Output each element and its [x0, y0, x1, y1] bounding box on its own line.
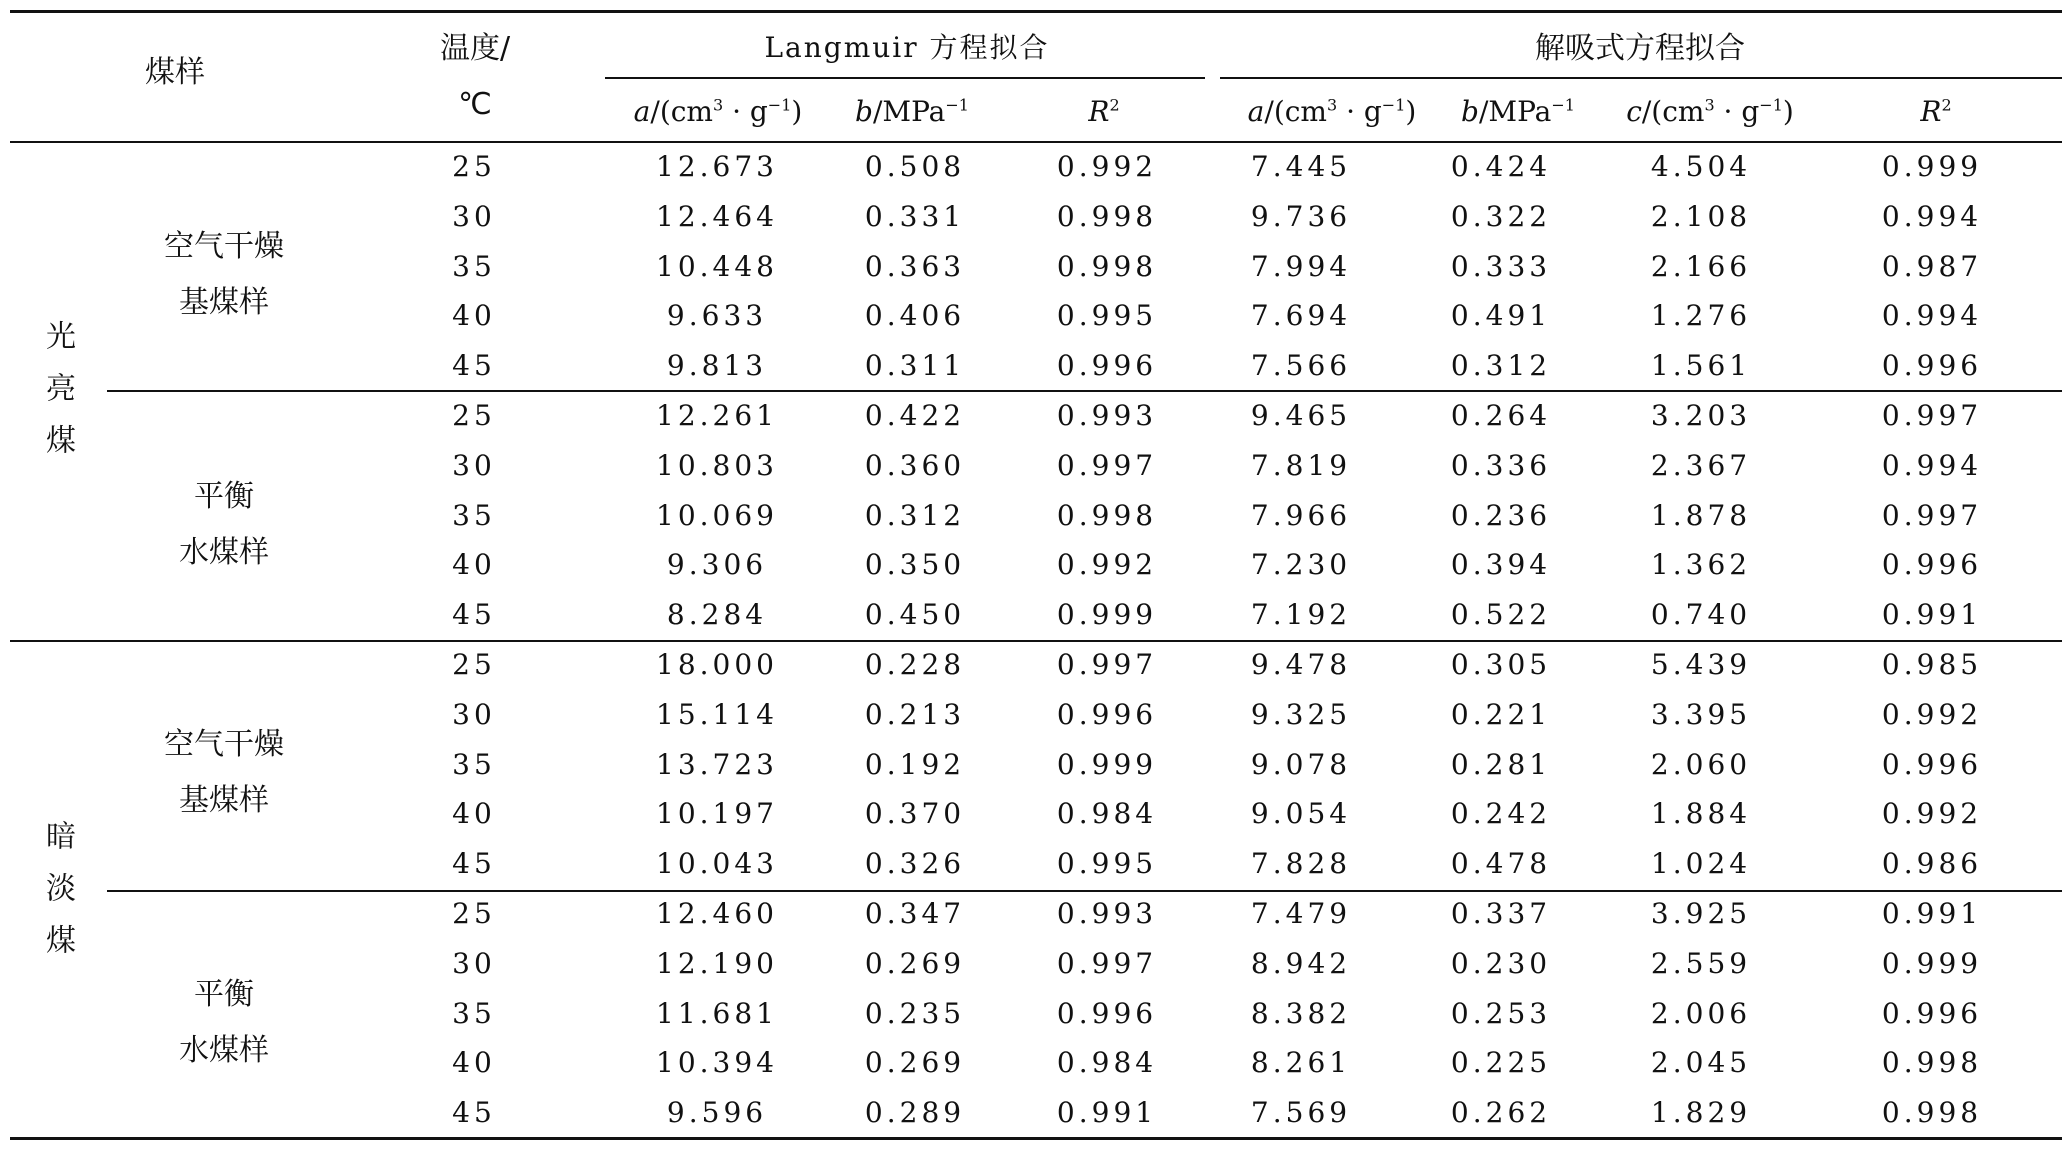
langmuir-r2-cell: 0.998	[1056, 199, 1158, 233]
temperature-cell: 40	[452, 797, 496, 831]
temperature-cell: 45	[452, 349, 496, 383]
desorption-a-cell: 7.192	[1250, 598, 1352, 632]
langmuir-r2-cell: 0.993	[1056, 399, 1158, 432]
desorption-c-cell: 1.276	[1650, 299, 1752, 333]
langmuir-r2-cell: 0.999	[1056, 747, 1158, 781]
desorption-r2-cell: 0.986	[1881, 847, 1983, 881]
temperature-cell: 40	[452, 548, 496, 582]
langmuir-a-cell: 10.394	[656, 1046, 778, 1080]
temperature-cell: 35	[452, 996, 496, 1030]
langmuir-a-cell: 10.448	[656, 249, 778, 283]
desorption-a-cell: 8.942	[1250, 946, 1352, 980]
langmuir-r2-cell: 0.993	[1056, 897, 1158, 930]
temperature-cell: 45	[452, 1096, 496, 1130]
temperature-cell: 45	[452, 598, 496, 632]
desorption-r2-cell: 0.997	[1881, 498, 1983, 532]
langmuir-b-cell: 0.311	[864, 349, 966, 383]
langmuir-b-cell: 0.406	[864, 299, 966, 333]
desorption-c-cell: 2.045	[1650, 1046, 1752, 1080]
desorption-a-cell: 7.819	[1250, 448, 1352, 482]
desorption-c-cell: 2.006	[1650, 996, 1752, 1030]
desorption-a-cell: 9.078	[1250, 747, 1352, 781]
desorption-r2-cell: 0.987	[1881, 249, 1983, 283]
langmuir-r2-cell: 0.984	[1056, 797, 1158, 831]
data-table	[10, 10, 2062, 1140]
desorption-c-cell: 1.878	[1650, 498, 1752, 532]
langmuir-r2-cell: 0.997	[1056, 648, 1158, 681]
langmuir-r2-cell: 0.997	[1056, 448, 1158, 482]
desorption-r2-cell: 0.996	[1881, 548, 1983, 582]
subgroup-rule	[107, 390, 2062, 392]
temperature-cell: 40	[452, 1046, 496, 1080]
langmuir-b-cell: 0.347	[864, 897, 966, 930]
langmuir-b-cell: 0.312	[864, 498, 966, 532]
desorption-r2-cell: 0.996	[1881, 349, 1983, 383]
desorption-r2-cell: 0.994	[1881, 448, 1983, 482]
langmuir-r2-cell: 0.995	[1056, 299, 1158, 333]
header-rule	[10, 141, 2062, 143]
langmuir-underline	[605, 77, 1205, 79]
langmuir-a-cell: 11.681	[656, 996, 778, 1030]
langmuir-a-cell: 12.464	[656, 199, 778, 233]
desorption-c-cell: 5.439	[1650, 648, 1752, 681]
langmuir-a-cell: 8.284	[666, 598, 768, 632]
subgroup-label-line1: 空气干燥	[164, 727, 284, 762]
desorption-a-cell: 7.230	[1250, 548, 1352, 582]
desorption-b-cell: 0.478	[1450, 847, 1552, 881]
langmuir-a-cell: 9.633	[666, 299, 768, 333]
coal-type-label: 暗淡煤	[40, 820, 75, 976]
desorption-r2-cell: 0.998	[1881, 1046, 1983, 1080]
desorption-c-cell: 1.024	[1650, 847, 1752, 881]
desorption-a-cell: 7.566	[1250, 349, 1352, 383]
temperature-cell: 30	[452, 697, 496, 731]
desorption-r2-cell: 0.996	[1881, 747, 1983, 781]
group-rule	[10, 640, 2062, 642]
desorption-c-cell: 2.367	[1650, 448, 1752, 482]
temperature-cell: 30	[452, 199, 496, 233]
header-langmuir-a: $a/(cm^3 \cdot g^{-1})$	[633, 95, 803, 128]
subgroup-rule	[107, 890, 2062, 892]
langmuir-b-cell: 0.331	[864, 199, 966, 233]
header-temperature-line2: ℃	[458, 87, 492, 122]
desorption-r2-cell: 0.992	[1881, 697, 1983, 731]
subgroup-label-line2: 基煤样	[179, 285, 269, 320]
header-desorption: 解吸式方程拟合	[1535, 31, 1745, 66]
header-langmuir-b: b/MPa$^{-1}$	[855, 95, 969, 128]
desorption-r2-cell: 0.999	[1881, 946, 1983, 980]
subgroup-label-line1: 空气干燥	[164, 229, 284, 264]
temperature-cell: 25	[452, 399, 496, 432]
desorption-b-cell: 0.236	[1450, 498, 1552, 532]
subgroup-label-line2: 水煤样	[179, 1033, 269, 1068]
header-desorption-c: $c/(cm^3 \cdot g^{-1})$	[1626, 95, 1794, 128]
desorption-c-cell: 3.925	[1650, 897, 1752, 930]
langmuir-a-cell: 12.673	[656, 150, 778, 183]
langmuir-b-cell: 0.213	[864, 697, 966, 731]
header-langmuir-r2: $R^2$	[1088, 95, 1120, 128]
desorption-b-cell: 0.221	[1450, 697, 1552, 731]
desorption-b-cell: 0.312	[1450, 349, 1552, 383]
header-temperature-line1: 温度/	[439, 31, 511, 66]
langmuir-r2-cell: 0.996	[1056, 996, 1158, 1030]
desorption-c-cell: 1.829	[1650, 1096, 1752, 1130]
desorption-a-cell: 7.828	[1250, 847, 1352, 881]
desorption-b-cell: 0.424	[1450, 150, 1552, 183]
bottom-rule	[10, 1137, 2062, 1140]
desorption-b-cell: 0.522	[1450, 598, 1552, 632]
langmuir-a-cell: 9.596	[666, 1096, 768, 1130]
langmuir-a-cell: 10.803	[656, 448, 778, 482]
temperature-cell: 40	[452, 299, 496, 333]
langmuir-a-cell: 12.460	[656, 897, 778, 930]
subgroup-label-line1: 平衡	[194, 479, 254, 514]
desorption-c-cell: 1.884	[1650, 797, 1752, 831]
header-sample: 煤样	[145, 55, 205, 90]
desorption-c-cell: 0.740	[1650, 598, 1752, 632]
langmuir-b-cell: 0.326	[864, 847, 966, 881]
top-rule	[10, 10, 2062, 13]
temperature-cell: 30	[452, 448, 496, 482]
langmuir-r2-cell: 0.997	[1056, 946, 1158, 980]
desorption-a-cell: 7.569	[1250, 1096, 1352, 1130]
temperature-cell: 45	[452, 847, 496, 881]
temperature-cell: 35	[452, 498, 496, 532]
desorption-b-cell: 0.322	[1450, 199, 1552, 233]
desorption-b-cell: 0.491	[1450, 299, 1552, 333]
header-langmuir: Langmuir 方程拟合	[764, 31, 1050, 64]
desorption-c-cell: 1.561	[1650, 349, 1752, 383]
langmuir-r2-cell: 0.984	[1056, 1046, 1158, 1080]
langmuir-a-cell: 10.069	[656, 498, 778, 532]
langmuir-b-cell: 0.363	[864, 249, 966, 283]
desorption-r2-cell: 0.996	[1881, 996, 1983, 1030]
langmuir-r2-cell: 0.999	[1056, 598, 1158, 632]
desorption-a-cell: 7.479	[1250, 897, 1352, 930]
desorption-a-cell: 9.054	[1250, 797, 1352, 831]
langmuir-b-cell: 0.508	[864, 150, 966, 183]
temperature-cell: 35	[452, 249, 496, 283]
desorption-b-cell: 0.394	[1450, 548, 1552, 582]
desorption-c-cell: 2.166	[1650, 249, 1752, 283]
langmuir-a-cell: 12.261	[656, 399, 778, 432]
desorption-r2-cell: 0.994	[1881, 199, 1983, 233]
desorption-a-cell: 7.994	[1250, 249, 1352, 283]
desorption-c-cell: 2.559	[1650, 946, 1752, 980]
subgroup-label-line2: 水煤样	[179, 535, 269, 570]
header-desorption-a: $a/(cm^3 \cdot g^{-1})$	[1247, 95, 1417, 128]
langmuir-b-cell: 0.235	[864, 996, 966, 1030]
desorption-b-cell: 0.230	[1450, 946, 1552, 980]
desorption-c-cell: 3.395	[1650, 697, 1752, 731]
desorption-b-cell: 0.281	[1450, 747, 1552, 781]
desorption-a-cell: 9.465	[1250, 399, 1352, 432]
desorption-r2-cell: 0.985	[1881, 648, 1983, 681]
desorption-c-cell: 2.060	[1650, 747, 1752, 781]
desorption-r2-cell: 0.999	[1881, 150, 1983, 183]
desorption-r2-cell: 0.998	[1881, 1096, 1983, 1130]
desorption-a-cell: 9.736	[1250, 199, 1352, 233]
langmuir-a-cell: 15.114	[656, 697, 778, 731]
desorption-r2-cell: 0.991	[1881, 897, 1983, 930]
desorption-a-cell: 8.382	[1250, 996, 1352, 1030]
langmuir-r2-cell: 0.992	[1056, 548, 1158, 582]
temperature-cell: 35	[452, 747, 496, 781]
desorption-r2-cell: 0.997	[1881, 399, 1983, 432]
desorption-b-cell: 0.336	[1450, 448, 1552, 482]
langmuir-b-cell: 0.228	[864, 648, 966, 681]
desorption-b-cell: 0.225	[1450, 1046, 1552, 1080]
header-desorption-b: b/MPa$^{-1}$	[1461, 95, 1575, 128]
langmuir-b-cell: 0.269	[864, 946, 966, 980]
desorption-a-cell: 9.325	[1250, 697, 1352, 731]
subgroup-label-line2: 基煤样	[179, 783, 269, 818]
desorption-c-cell: 4.504	[1650, 150, 1752, 183]
desorption-underline	[1220, 77, 2062, 79]
langmuir-r2-cell: 0.996	[1056, 697, 1158, 731]
langmuir-r2-cell: 0.996	[1056, 349, 1158, 383]
desorption-b-cell: 0.253	[1450, 996, 1552, 1030]
desorption-b-cell: 0.305	[1450, 648, 1552, 681]
langmuir-b-cell: 0.350	[864, 548, 966, 582]
langmuir-b-cell: 0.422	[864, 399, 966, 432]
desorption-b-cell: 0.264	[1450, 399, 1552, 432]
langmuir-b-cell: 0.192	[864, 747, 966, 781]
temperature-cell: 30	[452, 946, 496, 980]
desorption-c-cell: 2.108	[1650, 199, 1752, 233]
langmuir-b-cell: 0.289	[864, 1096, 966, 1130]
desorption-b-cell: 0.242	[1450, 797, 1552, 831]
langmuir-r2-cell: 0.998	[1056, 498, 1158, 532]
langmuir-a-cell: 9.306	[666, 548, 768, 582]
desorption-r2-cell: 0.992	[1881, 797, 1983, 831]
temperature-cell: 25	[452, 648, 496, 681]
temperature-cell: 25	[452, 897, 496, 930]
langmuir-b-cell: 0.269	[864, 1046, 966, 1080]
langmuir-b-cell: 0.450	[864, 598, 966, 632]
desorption-a-cell: 7.966	[1250, 498, 1352, 532]
desorption-b-cell: 0.333	[1450, 249, 1552, 283]
desorption-r2-cell: 0.991	[1881, 598, 1983, 632]
langmuir-r2-cell: 0.998	[1056, 249, 1158, 283]
langmuir-b-cell: 0.360	[864, 448, 966, 482]
temperature-cell: 25	[452, 150, 496, 183]
langmuir-a-cell: 12.190	[656, 946, 778, 980]
desorption-a-cell: 7.445	[1250, 150, 1352, 183]
desorption-b-cell: 0.262	[1450, 1096, 1552, 1130]
desorption-a-cell: 9.478	[1250, 648, 1352, 681]
desorption-r2-cell: 0.994	[1881, 299, 1983, 333]
langmuir-r2-cell: 0.991	[1056, 1096, 1158, 1130]
desorption-c-cell: 1.362	[1650, 548, 1752, 582]
desorption-b-cell: 0.337	[1450, 897, 1552, 930]
langmuir-a-cell: 10.043	[656, 847, 778, 881]
langmuir-a-cell: 9.813	[666, 349, 768, 383]
langmuir-r2-cell: 0.995	[1056, 847, 1158, 881]
langmuir-a-cell: 10.197	[656, 797, 778, 831]
subgroup-label-line1: 平衡	[194, 977, 254, 1012]
langmuir-b-cell: 0.370	[864, 797, 966, 831]
desorption-a-cell: 8.261	[1250, 1046, 1352, 1080]
desorption-a-cell: 7.694	[1250, 299, 1352, 333]
langmuir-r2-cell: 0.992	[1056, 150, 1158, 183]
desorption-c-cell: 3.203	[1650, 399, 1752, 432]
langmuir-a-cell: 13.723	[656, 747, 778, 781]
coal-type-label: 光亮煤	[40, 320, 75, 476]
langmuir-a-cell: 18.000	[656, 648, 778, 681]
header-desorption-r2: $R^2$	[1920, 95, 1952, 128]
